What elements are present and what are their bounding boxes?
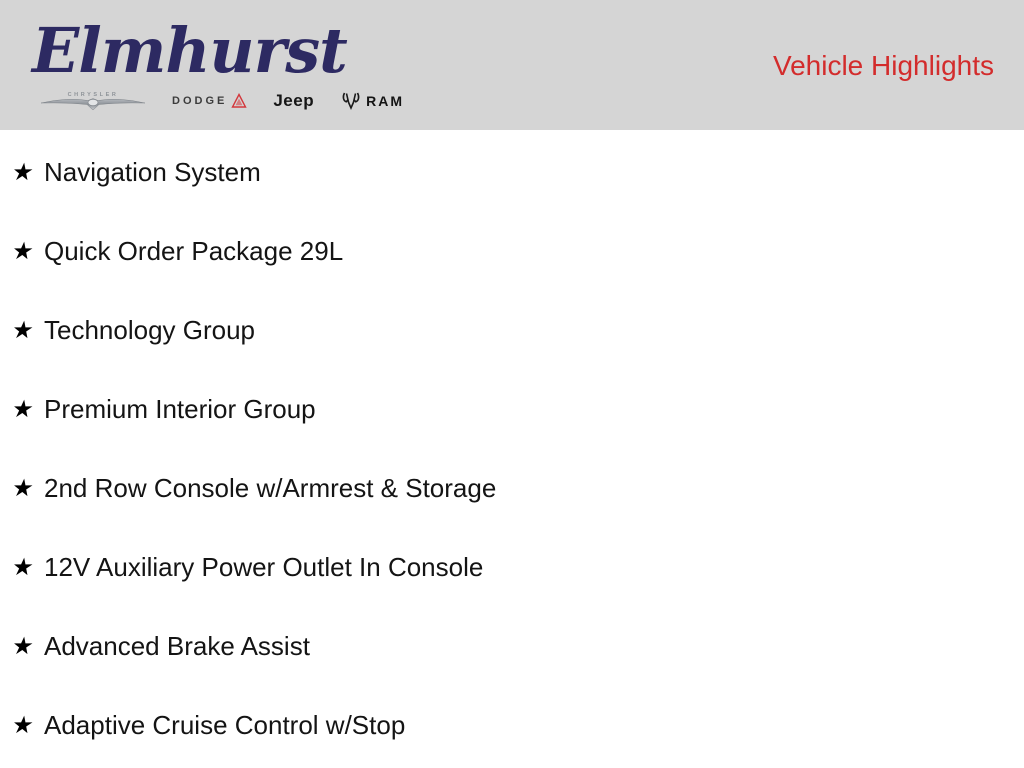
highlight-item bbox=[0, 449, 1024, 528]
page-title: Vehicle Highlights bbox=[772, 50, 994, 81]
highlight-item bbox=[0, 607, 1024, 686]
highlight-label: Technology Group bbox=[44, 315, 256, 345]
highlight-item bbox=[0, 133, 1024, 212]
star-icon: ★ bbox=[10, 396, 36, 423]
star-icon: ★ bbox=[10, 554, 36, 581]
highlight-label: Quick Order Package 29L bbox=[44, 236, 344, 266]
dodge-triangle-icon bbox=[231, 93, 247, 109]
ram-logo-text: RAM bbox=[366, 92, 404, 109]
dealer-logo-block bbox=[32, 14, 404, 113]
ram-head-icon bbox=[340, 91, 362, 111]
chrysler-wing-icon bbox=[40, 88, 146, 114]
highlight-label: 2nd Row Console w/Armrest & Storage bbox=[44, 473, 497, 503]
chrysler-logo-text: CHRYSLER bbox=[67, 91, 119, 98]
star-icon: ★ bbox=[10, 159, 36, 186]
dodge-logo-text: DODGE bbox=[172, 94, 228, 107]
dealer-logo: Elmhurst bbox=[32, 14, 347, 88]
brand-logos bbox=[40, 88, 404, 114]
highlights-list bbox=[0, 130, 1024, 765]
ram-logo bbox=[340, 91, 404, 111]
highlight-label: Advanced Brake Assist bbox=[44, 631, 310, 661]
highlight-item bbox=[0, 686, 1024, 765]
star-icon: ★ bbox=[10, 238, 36, 265]
jeep-logo-text: Jeep bbox=[273, 90, 315, 110]
highlight-item bbox=[0, 528, 1024, 607]
highlight-label: Navigation System bbox=[44, 157, 261, 187]
chrysler-logo bbox=[40, 88, 146, 114]
header bbox=[0, 0, 1024, 130]
highlight-item bbox=[0, 212, 1024, 291]
star-icon: ★ bbox=[10, 475, 36, 502]
star-icon: ★ bbox=[10, 633, 36, 660]
jeep-logo bbox=[273, 91, 314, 111]
star-icon: ★ bbox=[10, 712, 36, 739]
highlight-label: Adaptive Cruise Control w/Stop bbox=[44, 710, 406, 740]
highlight-label: 12V Auxiliary Power Outlet In Console bbox=[44, 552, 484, 582]
highlight-item bbox=[0, 291, 1024, 370]
highlight-label: Premium Interior Group bbox=[44, 394, 316, 424]
dodge-logo bbox=[172, 93, 247, 109]
highlight-item bbox=[0, 370, 1024, 449]
star-icon: ★ bbox=[10, 317, 36, 344]
